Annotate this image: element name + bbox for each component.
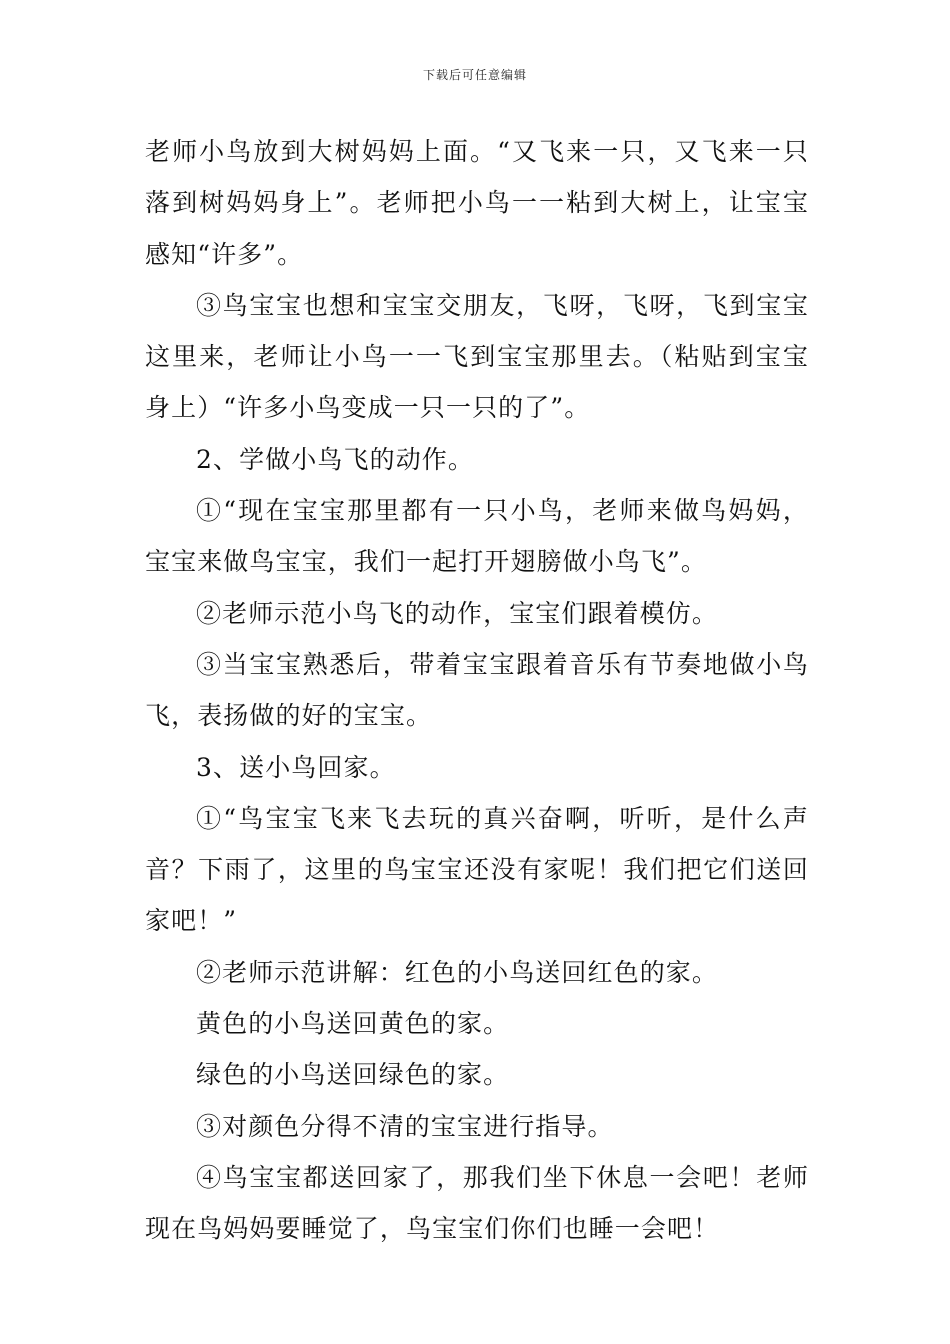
- paragraph-1: 老师小鸟放到大树妈妈上面。“又飞来一只，又飞来一只落到树妈妈身上”。老师把小鸟一一粘到大树上，让宝宝感知“许多”。: [145, 137, 809, 269]
- paragraph-13: ④鸟宝宝都送回家了，那我们坐下休息一会吧！老师现在鸟妈妈要睡觉了，鸟宝宝们你们也睡一会吧！: [145, 1162, 809, 1244]
- paragraph-2: ③鸟宝宝也想和宝宝交朋友，飞呀，飞呀，飞到宝宝这里来，老师让小鸟一一飞到宝宝那里去。（粘贴到宝宝身上）“许多小鸟变成一只一只的了”。: [145, 290, 809, 423]
- paragraph-7: 3、送小鸟回家。: [196, 752, 396, 782]
- paragraph-11: 绿色的小鸟送回绿色的家。: [196, 1060, 510, 1090]
- paragraph-10: 黄色的小鸟送回黄色的家。: [196, 1009, 510, 1039]
- paragraph-12: ③对颜色分得不清的宝宝进行指导。: [196, 1111, 614, 1141]
- paragraph-8: ①“鸟宝宝飞来飞去玩的真兴奋啊，听听，是什么声音？下雨了，这里的鸟宝宝还没有家呢！我们把它们送回家吧！”: [145, 803, 809, 936]
- page-header: 下载后可任意编辑: [422, 68, 527, 82]
- paragraph-6: ③当宝宝熟悉后，带着宝宝跟着音乐有节奏地做小鸟飞，表扬做的好的宝宝。: [145, 649, 809, 731]
- paragraph-5: ②老师示范小鸟飞的动作，宝宝们跟着模仿。: [196, 598, 719, 628]
- document-body: [145, 126, 809, 1255]
- paragraph-9: ②老师示范讲解：红色的小鸟送回红色的家。: [196, 957, 719, 987]
- paragraph-3: 2、学做小鸟飞的动作。: [196, 444, 475, 474]
- paragraph-4: ①“现在宝宝那里都有一只小鸟，老师来做鸟妈妈，宝宝来做鸟宝宝，我们一起打开翅膀做小鸟飞”。: [145, 496, 809, 577]
